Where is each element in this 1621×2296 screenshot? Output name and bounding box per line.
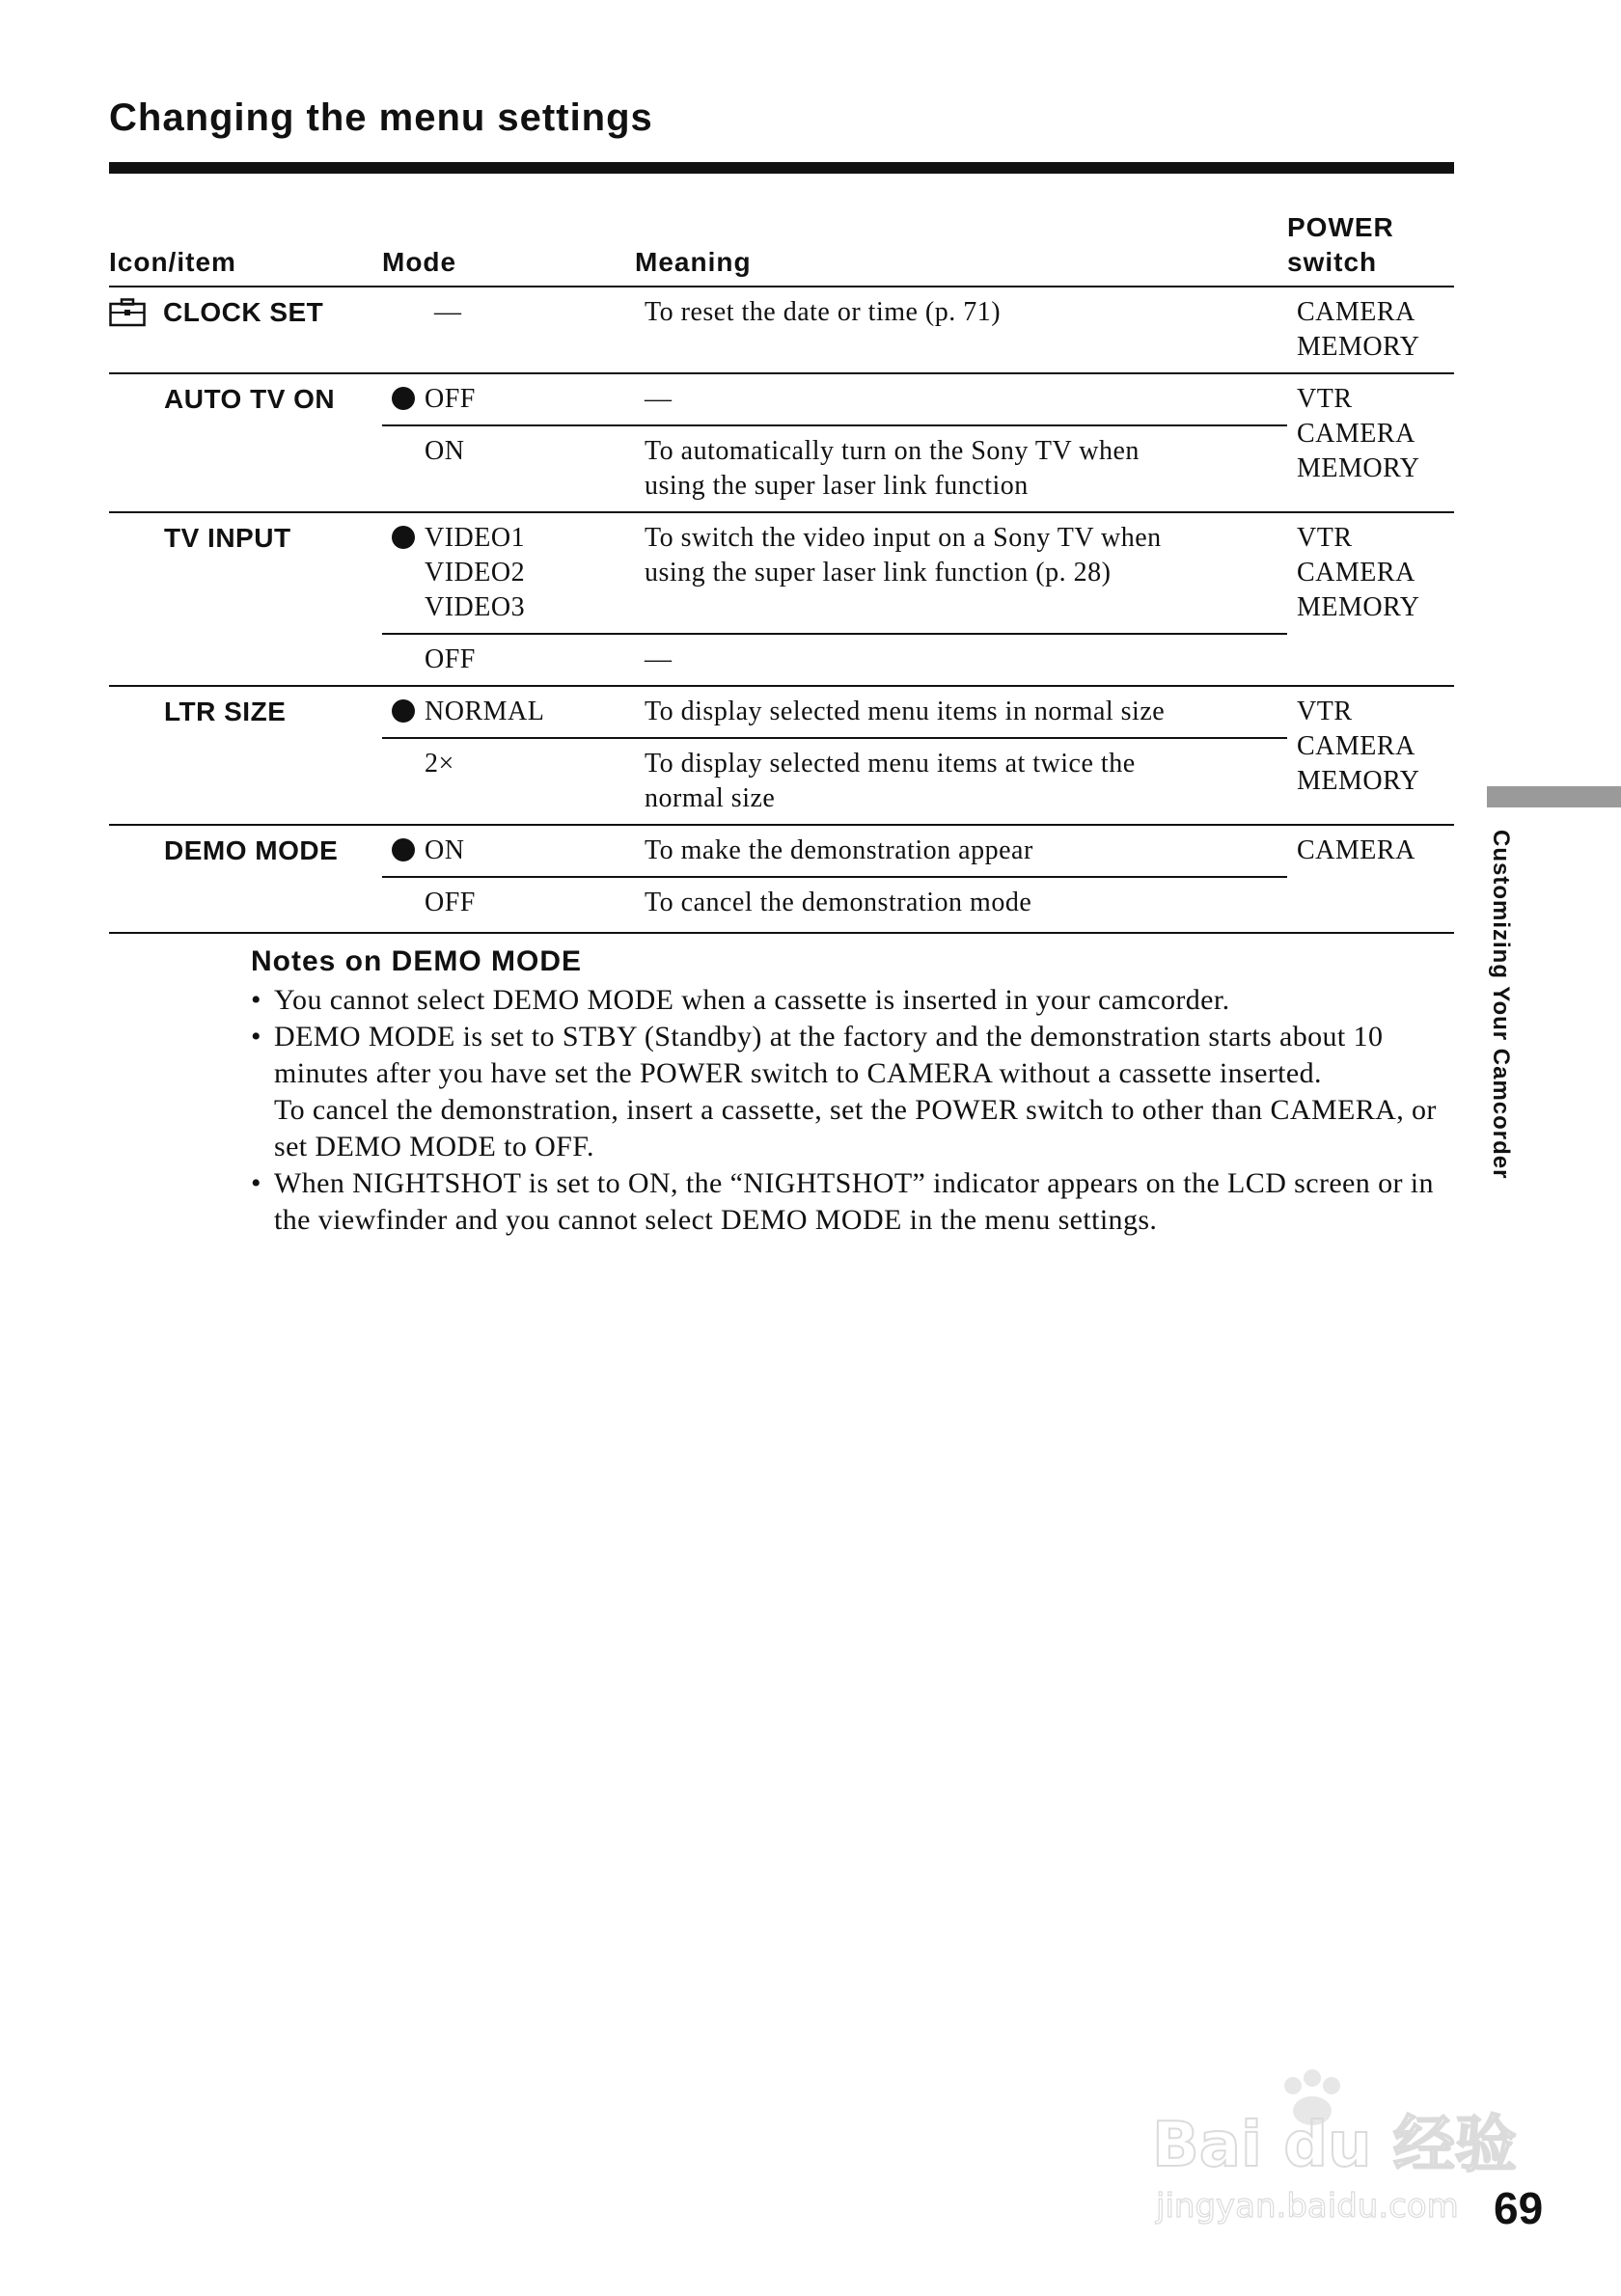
header-power-line-2: switch (1287, 247, 1378, 277)
mode-value: ON (425, 436, 465, 466)
filled-circle-icon (392, 526, 415, 549)
item-tv-input: TV INPUT (109, 512, 382, 686)
filled-circle-icon (392, 838, 415, 861)
power-cell (1287, 287, 1454, 373)
table-header-row (109, 210, 1454, 287)
note-paragraph: • DEMO MODE is set to STBY (Standby) at the factory and the demonstration starts about 10 minutes after you have set the POWER switch to CAMERA without a cassette inserted. (274, 1021, 1384, 1089)
power-value: CAMERA (1297, 835, 1415, 865)
list-item (251, 982, 1457, 1019)
meaning-line: using the super laser link function (p. 28) (645, 558, 1112, 588)
header-item: Icon/item (109, 210, 382, 287)
mode-cell (382, 425, 635, 512)
meaning-cell: To reset the date or time (p. 71) (645, 297, 1002, 327)
meaning-cell: — (635, 373, 1287, 425)
mode-cell (382, 634, 635, 686)
menu-settings-table-wrap (109, 210, 1454, 934)
mode-value: VIDEO1 (425, 523, 526, 553)
mode-cell (382, 512, 635, 634)
page-number: 69 (1494, 2183, 1544, 2233)
power-value: MEMORY (1297, 453, 1420, 483)
note-paragraph: • When NIGHTSHOT is set to ON, the “NIGHTSHOT” indicator appears on the LCD screen or in the viewfinder and you cannot select DEMO MODE in the menu settings. (274, 1167, 1434, 1236)
mode-cell (382, 825, 635, 877)
list-item (251, 1019, 1457, 1165)
meaning-line: To switch the video input on a Sony TV when (645, 523, 1162, 553)
page-title: Changing the menu settings (109, 96, 653, 139)
meaning-cell: To cancel the demonstration mode (635, 877, 1287, 933)
header-meaning: Meaning (635, 210, 1287, 287)
mode-value: — (434, 297, 462, 327)
meaning-line: using the super laser link function (645, 471, 1029, 501)
meaning-cell: To display selected menu items in normal size (635, 686, 1287, 738)
notes-list (251, 982, 1457, 1239)
mode-value: OFF (425, 644, 476, 674)
table-row-ltr-size (109, 686, 1454, 738)
power-value: CAMERA (1297, 297, 1415, 327)
section-tab-marker (1487, 786, 1621, 807)
mode-value: VIDEO2 (425, 558, 526, 588)
header-mode: Mode (382, 210, 635, 287)
meaning-cell (635, 738, 1287, 825)
power-value: CAMERA (1297, 731, 1415, 761)
item-label: CLOCK SET (163, 297, 324, 327)
header-power-line-1: POWER (1287, 212, 1394, 242)
power-cell (1287, 686, 1454, 825)
menu-settings-table (109, 210, 1454, 934)
meaning-cell (635, 512, 1287, 634)
section-side-label: Customizing Your Camcorder (1488, 830, 1514, 1180)
item-ltr-size: LTR SIZE (109, 686, 382, 825)
mode-cell (382, 738, 635, 825)
mode-value: OFF (425, 384, 476, 414)
table-row-auto-tv-on (109, 373, 1454, 425)
mode-value: OFF (425, 888, 476, 917)
power-value: MEMORY (1297, 332, 1420, 362)
watermark-brand: Bai du 经验 (1152, 2110, 1517, 2181)
heading-rule (109, 162, 1454, 174)
mode-cell (382, 287, 635, 373)
power-value: CAMERA (1297, 419, 1415, 449)
mode-value: ON (425, 835, 465, 865)
meaning-cell: — (635, 634, 1287, 686)
table-row-demo-mode (109, 825, 1454, 877)
meaning-line: normal size (645, 783, 776, 813)
table-row-tv-input (109, 512, 1454, 634)
meaning-cell (635, 425, 1287, 512)
note-paragraph: To cancel the demonstration, insert a cassette, set the POWER switch to other than CAMERA, or set DEMO MODE to OFF. (274, 1094, 1437, 1162)
list-item (251, 1165, 1457, 1239)
item-demo-mode: DEMO MODE (109, 825, 382, 933)
mode-cell (382, 686, 635, 738)
note-paragraph: • You cannot select DEMO MODE when a cassette is inserted in your camcorder. (274, 984, 1230, 1016)
notes-title: Notes on DEMO MODE (251, 945, 583, 977)
meaning-line: To display selected menu items at twice the (645, 749, 1136, 779)
mode-value: VIDEO3 (425, 592, 526, 622)
baidu-watermark (1148, 2064, 1525, 2228)
mode-value: 2× (425, 749, 454, 779)
power-cell (1287, 512, 1454, 686)
table-row-clock-set (109, 287, 1454, 373)
header-power-switch (1287, 210, 1454, 287)
power-value: CAMERA (1297, 558, 1415, 588)
meaning-cell: To make the demonstration appear (635, 825, 1287, 877)
power-value: MEMORY (1297, 766, 1420, 796)
briefcase-icon (109, 298, 146, 327)
power-value: VTR (1297, 697, 1353, 726)
meaning-line: To automatically turn on the Sony TV when (645, 436, 1140, 466)
filled-circle-icon (392, 387, 415, 410)
mode-value: NORMAL (425, 697, 545, 726)
power-value: VTR (1297, 523, 1353, 553)
mode-cell (382, 373, 635, 425)
notes-section (251, 945, 1457, 1239)
power-cell (1287, 373, 1454, 512)
watermark-url: jingyan.baidu.com (1156, 2187, 1459, 2226)
item-auto-tv-on: AUTO TV ON (109, 373, 382, 512)
item-clock-set (109, 287, 382, 373)
filled-circle-icon (392, 699, 415, 723)
power-cell (1287, 825, 1454, 933)
power-value: MEMORY (1297, 592, 1420, 622)
mode-cell (382, 877, 635, 933)
power-value: VTR (1297, 384, 1353, 414)
